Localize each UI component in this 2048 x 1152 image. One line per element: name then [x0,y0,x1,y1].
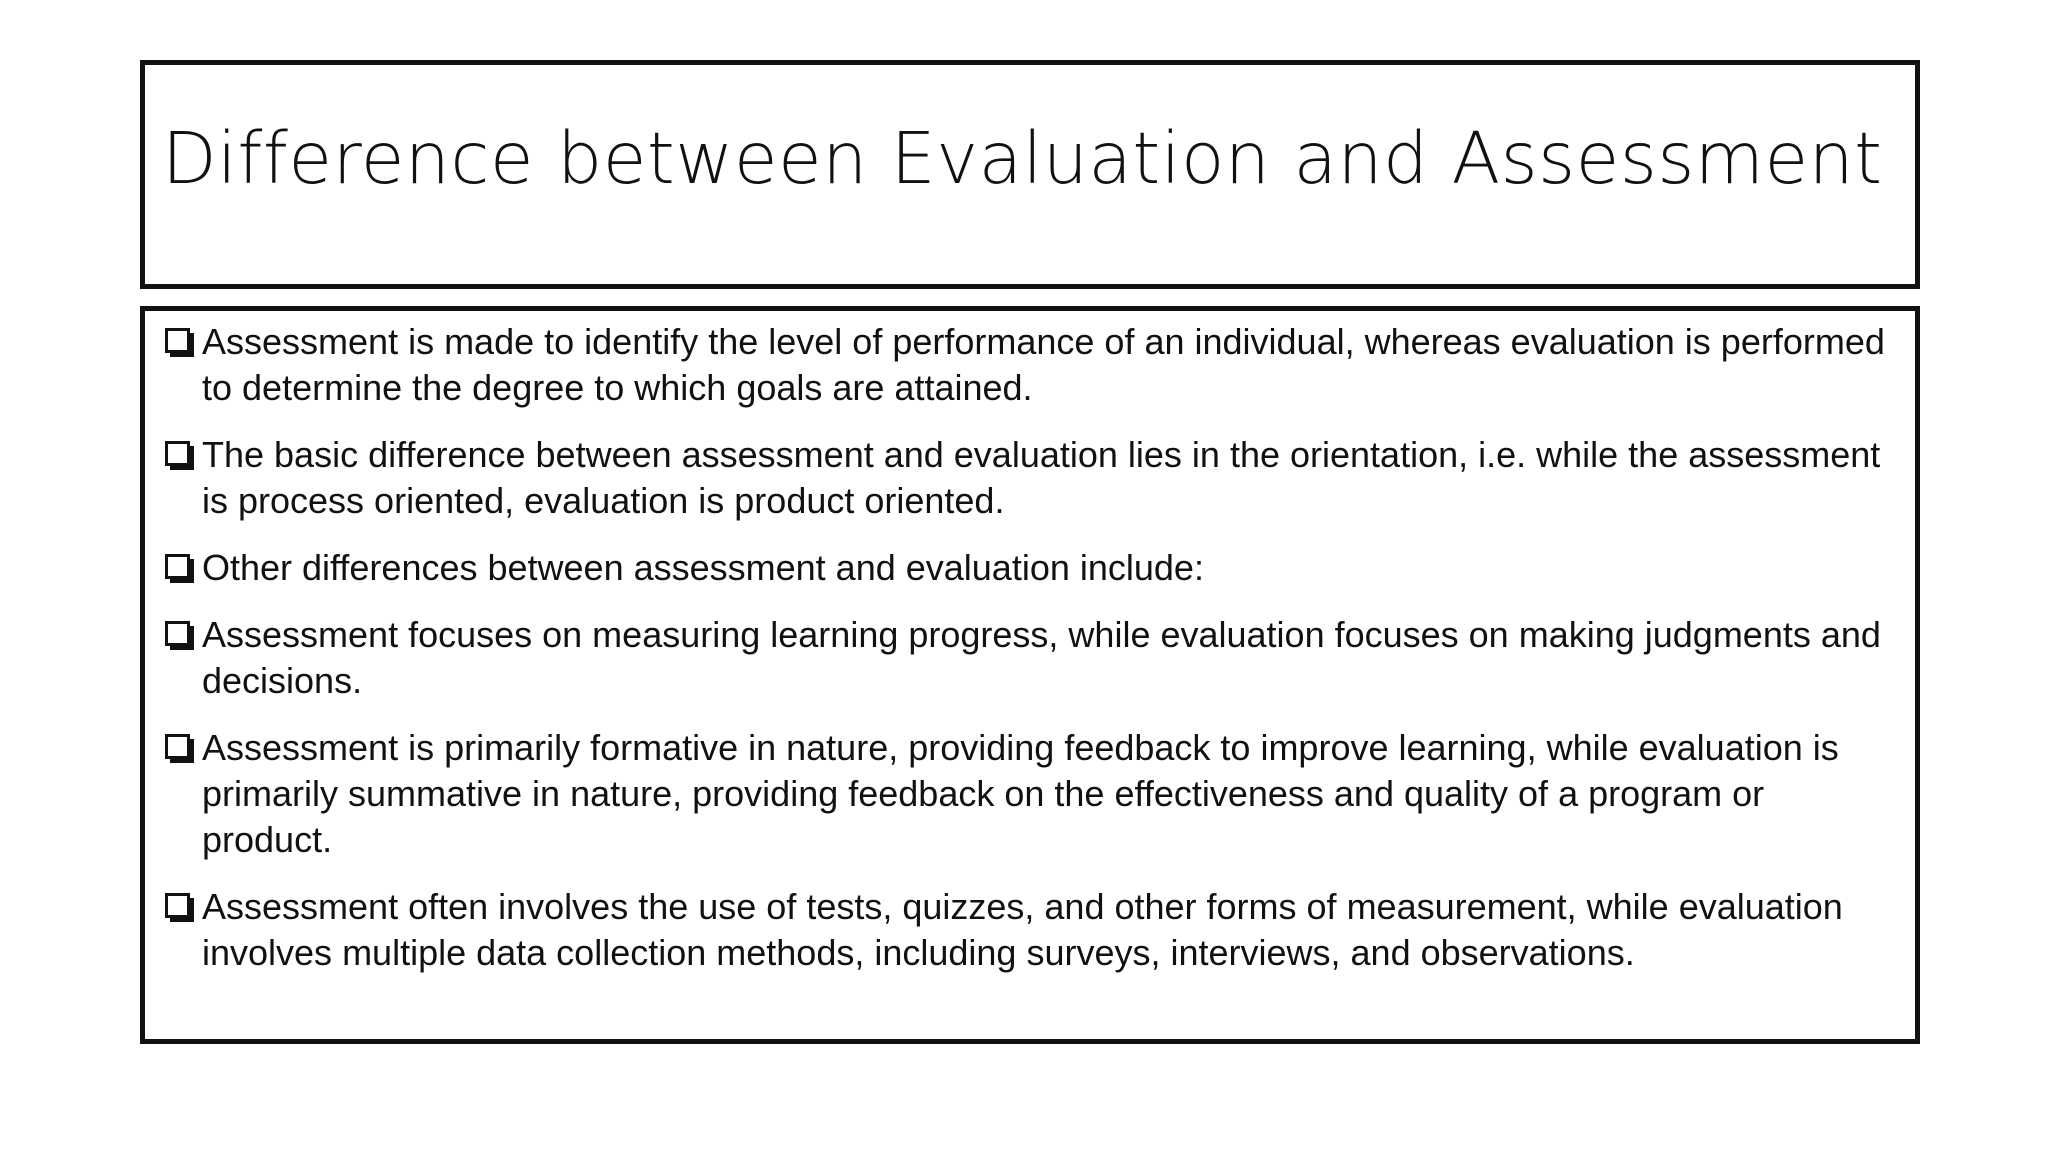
checkbox-square-shadow-icon [165,554,195,584]
bullet-text: Assessment is primarily formative in nature, providing feedback to improve learning, while evaluation is primarily summative in nature, providing feedback on the effectiveness and quality of a program or product. [202,727,1839,860]
bullet-item [165,319,1900,411]
bullet-item [165,884,1900,976]
bullet-text: The basic difference between assessment and evaluation lies in the orientation, i.e. while the assessment is process oriented, evaluation is product oriented. [202,434,1881,521]
bullet-item [165,545,1900,591]
content-box [140,306,1920,1044]
checkbox-square-shadow-icon [165,328,195,358]
bullet-text: Assessment is made to identify the level of performance of an individual, whereas evaluation is performed to determine the degree to which goals are attained. [202,321,1885,408]
bullet-item [165,612,1900,704]
bullet-item [165,432,1900,524]
checkbox-square-shadow-icon [165,441,195,471]
bullet-item [165,725,1900,863]
bullet-list [165,319,1900,997]
checkbox-square-shadow-icon [165,893,195,923]
checkbox-square-shadow-icon [165,621,195,651]
bullet-text: Assessment often involves the use of tests, quizzes, and other forms of measurement, while evaluation involves multiple data collection methods, including surveys, interviews, and observations. [202,886,1843,973]
slide-title: Difference between Evaluation and Assessment [162,117,1883,200]
title-box [140,60,1920,289]
bullet-text: Other differences between assessment and evaluation include: [202,547,1204,588]
bullet-text: Assessment focuses on measuring learning progress, while evaluation focuses on making judgments and decisions. [202,614,1881,701]
checkbox-square-shadow-icon [165,734,195,764]
